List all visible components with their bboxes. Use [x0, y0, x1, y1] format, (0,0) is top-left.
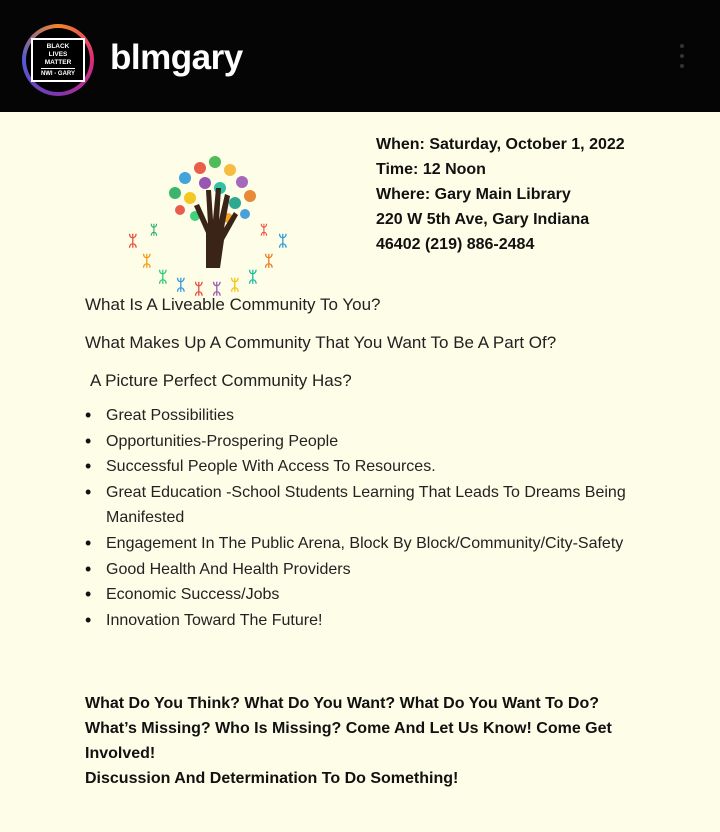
svg-text:ᛯ: ᛯ: [128, 233, 138, 250]
bullet-list: [85, 403, 645, 633]
blm-badge: [31, 38, 85, 82]
event-phone: 46402 (219) 886-2484: [376, 236, 535, 253]
svg-text:ᛯ: ᛯ: [248, 269, 258, 286]
event-details: [376, 132, 625, 257]
badge-line-1: BLACK: [46, 42, 70, 50]
svg-text:ᛯ: ᛯ: [158, 269, 168, 286]
event-date: When: Saturday, October 1, 2022: [376, 136, 625, 153]
list-item: • Opportunities-Prospering People: [85, 429, 645, 455]
event-location: Where: Gary Main Library: [376, 186, 571, 203]
svg-text:ᛯ: ᛯ: [176, 277, 186, 294]
avatar[interactable]: [22, 24, 94, 96]
list-item: • Innovation Toward The Future!: [85, 608, 645, 634]
list-item: • Engagement In The Public Arena, Block By Block/Community/City-Safety: [85, 531, 645, 557]
event-address: 220 W 5th Ave, Gary Indiana: [376, 211, 590, 228]
svg-text:ᛯ: ᛯ: [150, 222, 158, 237]
more-vertical-icon[interactable]: [680, 44, 684, 68]
badge-line-2: LIVES: [48, 50, 68, 58]
closing-line-3: Discussion And Determination To Do Something!: [85, 770, 459, 787]
closing-text: [85, 691, 645, 791]
badge-line-3: MATTER: [44, 58, 72, 66]
svg-text:ᛯ: ᛯ: [264, 253, 274, 270]
list-item: • Great Education -School Students Learning That Leads To Dreams Being Manifested: [85, 480, 645, 531]
community-tree-icon: [120, 148, 300, 298]
question-3: A Picture Perfect Community Has?: [90, 371, 352, 390]
post-header: [0, 0, 720, 112]
svg-text:ᛯ: ᛯ: [194, 281, 204, 298]
badge-line-4: NWI - GARY: [41, 68, 75, 78]
event-time: Time: 12 Noon: [376, 161, 486, 178]
flyer: [0, 112, 720, 832]
closing-line-2: What’s Missing? Who Is Missing? Come And Let Us Know! Come Get Involved!: [85, 720, 612, 762]
svg-text:ᛯ: ᛯ: [260, 222, 268, 237]
question-1: What Is A Liveable Community To You?: [85, 295, 381, 314]
question-2: What Makes Up A Community That You Want To Be A Part Of?: [85, 333, 557, 352]
closing-line-1: What Do You Think? What Do You Want? What Do You Want To Do?: [85, 695, 599, 712]
list-item: • Great Possibilities: [85, 403, 645, 429]
avatar-logo: [26, 28, 90, 92]
svg-text:ᛯ: ᛯ: [278, 233, 288, 250]
username[interactable]: blmgary: [110, 38, 243, 77]
svg-text:ᛯ: ᛯ: [212, 281, 222, 298]
list-item: • Successful People With Access To Resources.: [85, 454, 645, 480]
list-item: • Good Health And Health Providers: [85, 557, 645, 583]
list-item: • Economic Success/Jobs: [85, 582, 645, 608]
svg-text:ᛯ: ᛯ: [142, 253, 152, 270]
svg-text:ᛯ: ᛯ: [230, 277, 240, 294]
